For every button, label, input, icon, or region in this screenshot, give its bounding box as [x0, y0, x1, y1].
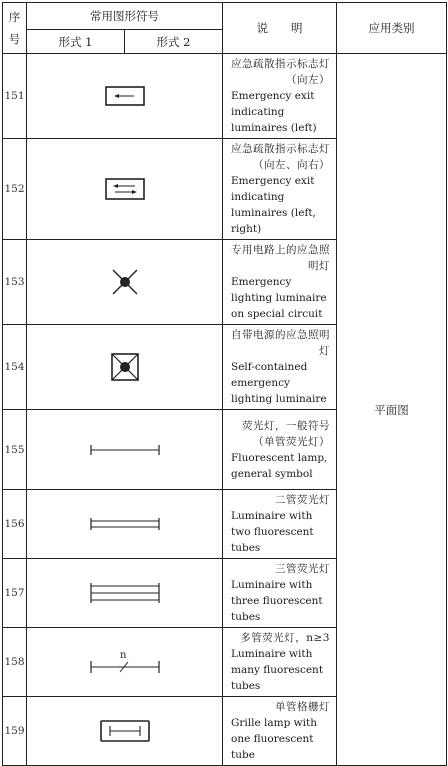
symbol-cell	[27, 240, 223, 325]
symbols-header: 常用图形符号	[27, 3, 223, 30]
row-number: 151	[3, 54, 27, 139]
description-cn: 二管荧光灯	[275, 494, 330, 506]
description-en: Emergency lighting luminaire on special circuit	[231, 276, 327, 320]
description-cn: 荧光灯，一般符号（单管荧光灯）	[242, 419, 330, 448]
seq-header-line1: 序	[8, 10, 21, 24]
category-cell: 平面图	[337, 54, 447, 766]
exit-sign-left-icon	[105, 86, 145, 106]
fluorescent-lamp-three-tubes-icon	[90, 582, 160, 604]
row-number: 152	[3, 139, 27, 240]
description-en: Fluorescent lamp, general symbol	[231, 451, 328, 480]
fluorescent-lamp-single-icon	[90, 444, 160, 456]
row-number: 153	[3, 240, 27, 325]
symbol-cell	[27, 628, 223, 697]
self-contained-emergency-lamp-icon	[111, 353, 139, 381]
seq-header-line2: 号	[8, 32, 21, 46]
description-cell	[223, 240, 337, 325]
description-cn: 单管格栅灯	[275, 701, 330, 713]
fluorescent-lamp-many-tubes-icon	[90, 649, 160, 675]
description-cn: 专用电路上的应急照明灯	[231, 244, 330, 272]
description-cell	[223, 490, 337, 559]
description-cn: 应急疏散指示标志灯（向左）	[231, 58, 330, 86]
description-cell	[223, 139, 337, 240]
description-cn: 多管荧光灯，n≥3	[240, 632, 330, 644]
description-en: Grille lamp with one fluorescent tube	[231, 717, 317, 761]
description-cell	[223, 325, 337, 410]
symbol-cell	[27, 54, 223, 139]
exit-sign-left-right-icon	[105, 178, 145, 200]
row-number: 158	[3, 628, 27, 697]
row-number: 157	[3, 559, 27, 628]
symbol-table	[2, 2, 447, 766]
symbol-cell	[27, 139, 223, 240]
symbol-cell	[27, 410, 223, 490]
description-en: Luminaire with many fluorescent tubes	[231, 648, 324, 692]
description-cn: 三管荧光灯	[275, 563, 330, 575]
grille-lamp-icon	[100, 720, 150, 742]
symbol-cell	[27, 559, 223, 628]
description-en: Self-contained emergency lighting luminaire	[231, 361, 327, 405]
seq-header	[3, 3, 27, 54]
description-header: 说 明	[223, 3, 337, 54]
description-cell	[223, 410, 337, 490]
row-number: 155	[3, 410, 27, 490]
form1-header: 形式 1	[27, 30, 125, 54]
description-cn: 应急疏散指示标志灯（向左、向右）	[231, 143, 330, 171]
tube-count-label: n	[119, 650, 126, 661]
row-number: 154	[3, 325, 27, 410]
description-cn: 自带电源的应急照明灯	[231, 329, 330, 357]
row-number: 159	[3, 697, 27, 766]
category-header: 应用类别	[337, 3, 447, 54]
description-en: Luminaire with two fluorescent tubes	[231, 510, 314, 554]
symbol-cell	[27, 325, 223, 410]
description-cell	[223, 559, 337, 628]
row-number: 156	[3, 490, 27, 559]
form2-header: 形式 2	[125, 30, 223, 54]
emergency-lamp-special-circuit-icon	[110, 267, 140, 297]
table-row	[3, 54, 447, 139]
description-en: Emergency exit indicating luminaires (left)	[231, 90, 317, 134]
symbol-cell	[27, 697, 223, 766]
description-cell	[223, 628, 337, 697]
description-cell	[223, 697, 337, 766]
symbol-cell	[27, 490, 223, 559]
description-cell	[223, 54, 337, 139]
description-en: Emergency exit indicating luminaires (left, right)	[231, 175, 316, 235]
description-en: Luminaire with three fluorescent tubes	[231, 579, 323, 623]
fluorescent-lamp-two-tubes-icon	[90, 517, 160, 531]
